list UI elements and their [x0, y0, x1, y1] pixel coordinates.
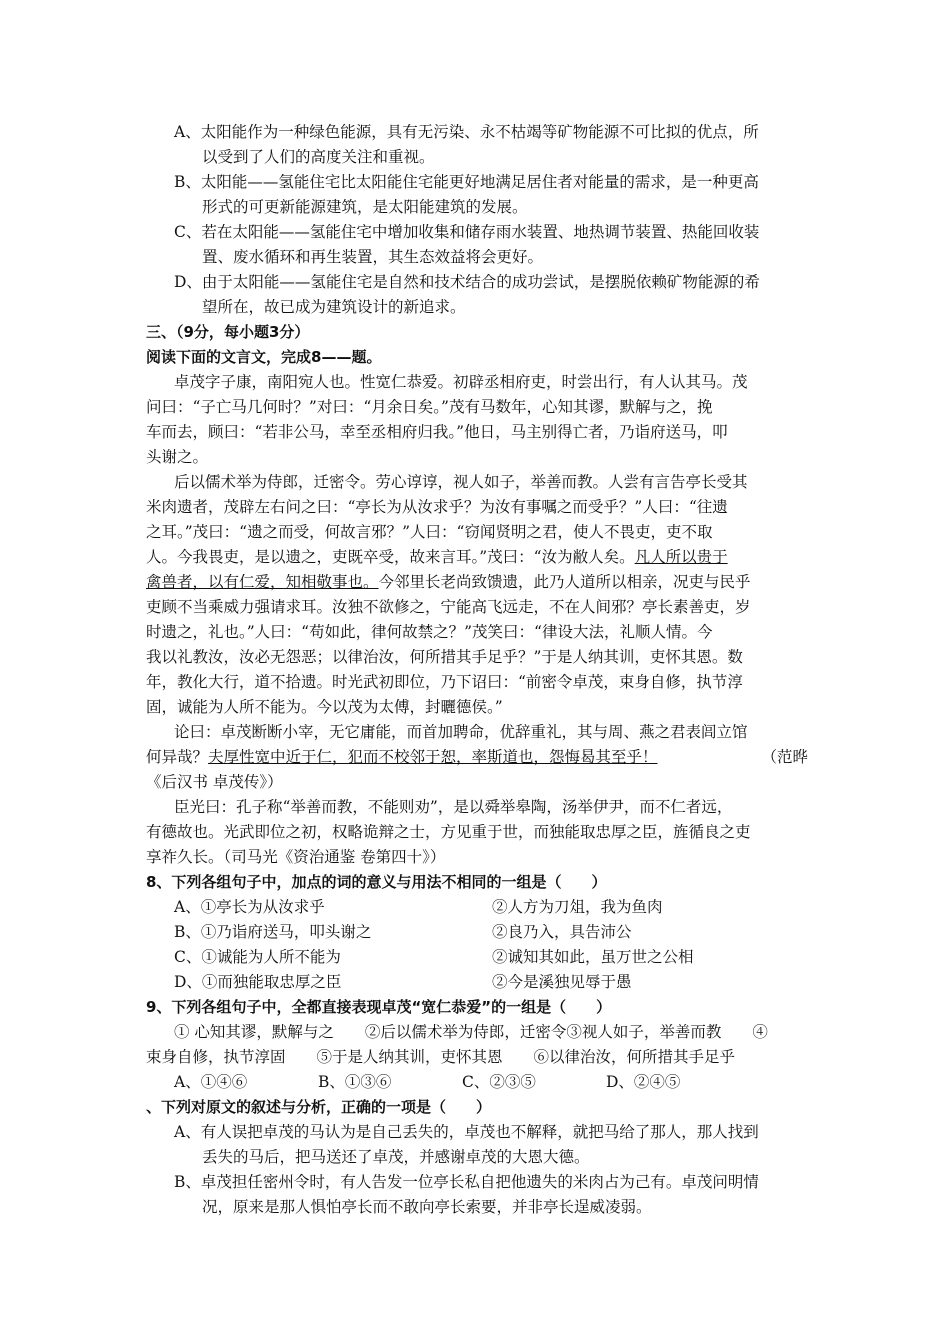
option-b-line-2: 形式的可更新能源建筑，是太阳能建筑的发展。: [202, 198, 528, 216]
underlined-sentence: 禽兽者，以有仁爱，知相敬事也。: [146, 573, 379, 591]
choice-d: D、②④⑤: [606, 1073, 681, 1091]
passage-p1-line: 问曰：“子亡马几何时？”对曰：“月余日矣。”茂有马数年，心知其谬，默解与之，挽: [146, 398, 713, 416]
question-8: [146, 870, 808, 995]
passage-p2-line: 年，教化大行，道不拾遗。时光武初即位，乃下诏曰：“前密令卓茂，束身自修，执节淳: [146, 673, 743, 691]
question-9-stem: 9、下列各组句子中，全都直接表现卓茂“宽仁恭爱”的一组是（ ）: [146, 998, 612, 1016]
option-text: D、①而独能取忠厚之臣: [174, 973, 342, 991]
option-text: B、①乃诣府送马，叩头谢之: [174, 923, 372, 941]
question-8-option-d: [146, 970, 808, 995]
passage-p3-line: 《后汉书 卓茂传》）: [146, 773, 283, 791]
option-text: C、①诚能为人所不能为: [174, 948, 341, 966]
question-9-items: 束身自修，执节淳固 ⑤于是人纳其训，吏怀其恩 ⑥以律治汝，何所措其手足乎: [146, 1048, 736, 1066]
option-d-line-1: D、由于太阳能——氢能住宅是自然和技术结合的成功尝试，是摆脱依赖矿物能源的希: [174, 273, 760, 291]
passage-p2-line: 我以礼教汝，汝必无怨恶；以律治汝，何所措其手足乎？”于是人纳其训，吏怀其恩。数: [146, 648, 743, 666]
passage-p4-line: 有德故也。光武即位之初，权略诡辩之士，方见重于世，而独能取忠厚之臣，旌循良之吏: [146, 823, 751, 841]
passage-p2-line: 之耳。”茂曰：“遗之而受，何故言邪？”人曰：“窃闻贤明之君，使人不畏吏，吏不取: [146, 523, 713, 541]
underlined-sentence: 夫厚性宽中近于仁，犯而不校邻于恕，率斯道也，怨悔曷其至乎！: [208, 748, 658, 766]
passage-p3-line: 论曰：卓茂断断小宰，无它庸能，而首加聘命，优辞重礼，其与周、燕之君表闾立馆: [174, 723, 748, 741]
passage-p2-line: 后以儒术举为侍郎，迁密令。劳心谆谆，视人如子，举善而教。人尝有言告亭长受其: [174, 473, 748, 491]
question-9-items: ① 心知其谬，默解与之 ②后以儒术举为侍郎，迁密令③视人如子，举善而教 ④: [174, 1023, 768, 1041]
passage-p4-line: 享祚久长。（司马光《资治通鉴 卷第四十》）: [146, 848, 446, 866]
question-10-option-a-line-2: 丢失的马后，把马送还了卓茂，并感谢卓茂的大恩大德。: [202, 1148, 590, 1166]
choice-b: B、①③⑥: [318, 1073, 392, 1091]
passage-p2-line: [146, 545, 808, 570]
source-citation: （范晔: [761, 748, 808, 766]
section-instruction: 阅读下面的文言文，完成8——题。: [146, 348, 382, 366]
option-text: A、①亭长为从汝求乎: [174, 898, 325, 916]
option-c-line-2: 置、废水循环和再生装置，其生态效益将会更好。: [202, 248, 544, 266]
question-8-option-b: [146, 920, 808, 945]
option-b-line-1: B、太阳能——氢能住宅比太阳能住宅能更好地满足居住者对能量的需求，是一种更高: [174, 173, 759, 191]
option-c-line-1: C、若在太阳能——氢能住宅中增加收集和储存雨水装置、地热调节装置、热能回收装: [174, 223, 760, 241]
question-10-option-a-line-1: A、有人误把卓茂的马认为是自己丢失的，卓茂也不解释，就把马给了那人，那人找到: [174, 1123, 759, 1141]
option-text: ②良乃入，具告沛公: [492, 923, 632, 941]
exam-page: [146, 120, 808, 1220]
underlined-sentence: 凡人所以贵于: [634, 548, 728, 566]
passage-text: 人。今我畏吏，是以遗之，吏既卒受，故来言耳。”茂曰：“汝为敝人矣。: [146, 548, 635, 566]
question-8-option-a: [146, 895, 808, 920]
passage-p2-line: 米肉遗者，茂辟左右问之曰：“亭长为从汝求乎？为汝有事嘱之而受乎？”人曰：“往遗: [146, 498, 728, 516]
option-d-line-2: 望所在，故已成为建筑设计的新追求。: [202, 298, 466, 316]
classical-passage: [146, 370, 808, 870]
passage-p2-line: 时遗之，礼也。”人曰：“苟如此，律何故禁之？”茂笑曰：“律设大法，礼顺人情。今: [146, 623, 713, 641]
question-8-stem: 8、下列各组句子中，加点的词的意义与用法不相同的一组是（ ）: [146, 873, 607, 891]
passage-p1-line: 卓茂字子康，南阳宛人也。性宽仁恭爱。初辟丞相府吏，时尝出行，有人认其马。茂: [174, 373, 748, 391]
question-10-option-b-line-2: 况，原来是那人惧怕亭长而不敢向亭长索要，并非亭长逞威凌弱。: [202, 1198, 652, 1216]
question-10: [146, 1095, 808, 1220]
passage-text: 何异哉？: [146, 748, 209, 766]
passage-p2-line: 固，诚能为人所不能为。今以茂为太傅，封曬德侯。”: [146, 698, 503, 716]
choice-a: A、①④⑥: [174, 1073, 248, 1091]
passage-p2-line: 吏顾不当乘威力强请求耳。汝独不欲修之，宁能高飞远走，不在人间邪？亭长素善吏，岁: [146, 598, 751, 616]
question-10-option-b-line-1: B、卓茂担任密州令时，有人告发一位亭长私自把他遗失的米肉占为己有。卓茂问明情: [174, 1173, 759, 1191]
option-text: ②人方为刀俎，我为鱼肉: [492, 898, 663, 916]
passage-p4-line: 臣光曰：孔子称“举善而教，不能则劝”，是以舜举皋陶，汤举伊尹，而不仁者远，: [174, 798, 733, 816]
option-a-line-2: 以受到了人们的高度关注和重视。: [202, 148, 435, 166]
question-9: [146, 995, 808, 1095]
option-text: ②今是溪独见辱于愚: [492, 973, 632, 991]
question-8-option-c: [146, 945, 808, 970]
passage-p3-line: [146, 745, 808, 770]
choice-c: C、②③⑤: [462, 1073, 536, 1091]
passage-p1-line: 头谢之。: [146, 448, 209, 466]
option-text: ②诚知其如此，虽万世之公相: [492, 948, 694, 966]
question-7-options: [146, 120, 808, 320]
passage-p1-line: 车而去，顾曰：“若非公马，幸至丞相府归我。”他日，马主别得亡者，乃诣府送马，叩: [146, 423, 728, 441]
passage-text: 今邻里长老尚致馈遗，此乃人道所以相亲，况吏与民乎: [378, 573, 751, 591]
passage-p2-line: [146, 570, 808, 595]
option-a-line-1: A、太阳能作为一种绿色能源，具有无污染、永不枯竭等矿物能源不可比拟的优点，所: [174, 123, 759, 141]
question-9-choices: [146, 1070, 808, 1095]
section-heading: 三、（9分，每小题3分）: [146, 323, 310, 341]
question-10-stem: 、下列对原文的叙述与分析，正确的一项是（ ）: [146, 1098, 492, 1116]
